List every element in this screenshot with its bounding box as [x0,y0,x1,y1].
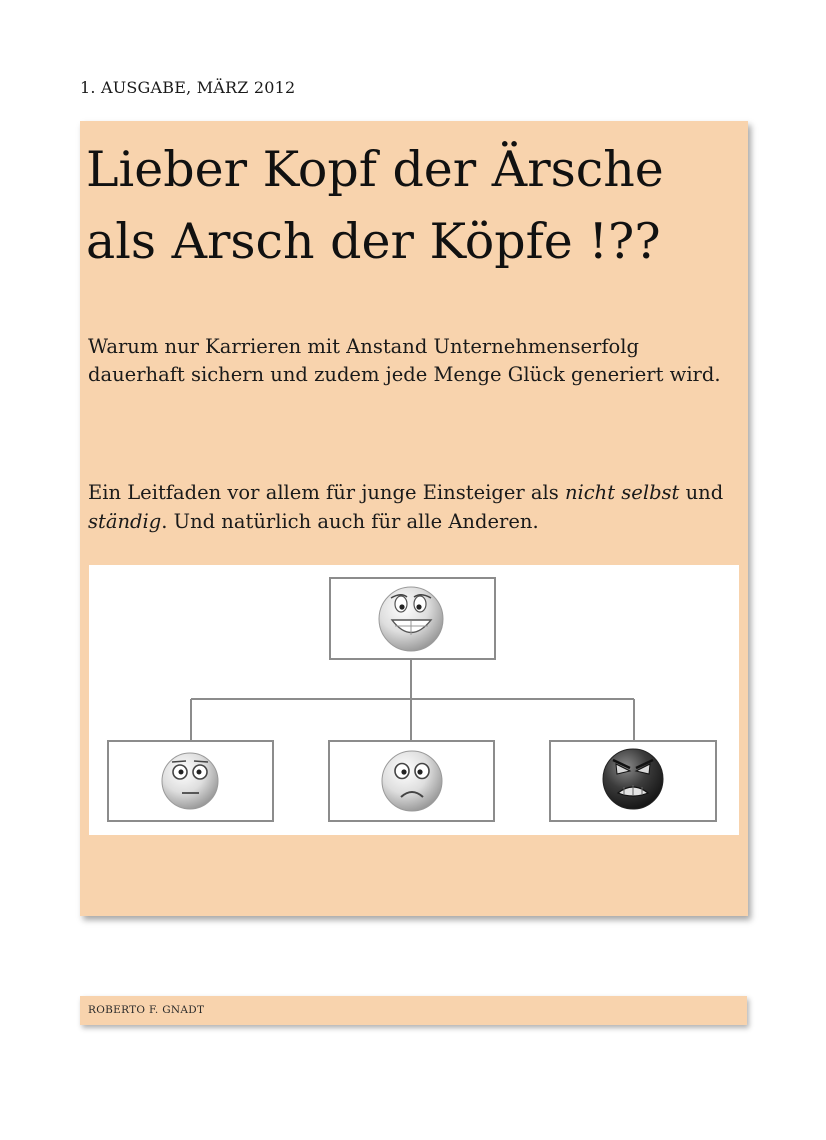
edition-label: 1. AUSGABE, MÄRZ 2012 [80,78,296,97]
title-line-1: Lieber Kopf der Ärsche [86,141,664,198]
guide-text-1: Ein Leitfaden vor allem für junge Einsteiger als [88,481,565,504]
guide-italic-1: nicht selbst [564,481,680,504]
title-line-2: als Arsch der Köpfe !?? [86,213,661,270]
author-name: ROBERTO F. GNADT [88,1004,205,1016]
book-subtitle: Warum nur Karrieren mit Anstand Unternehmenserfolg dauerhaft sichern und zudem jede Menge Glück generiert wird. [88,335,721,386]
org-chart-diagram [89,565,739,835]
org-chart-connectors [191,659,634,741]
angry-smiley-icon [603,749,663,809]
guide-text-3: . Und natürlich auch für alle Anderen. [161,510,539,533]
confused-smiley-icon [162,753,218,809]
guide-description [88,478,738,536]
guide-italic-2: ständig [88,510,162,533]
guide-text-2: und [679,481,724,504]
author-bar [80,996,747,1025]
grinning-smiley-icon [379,587,443,651]
book-title [86,134,746,278]
worried-smiley-icon [382,751,442,811]
